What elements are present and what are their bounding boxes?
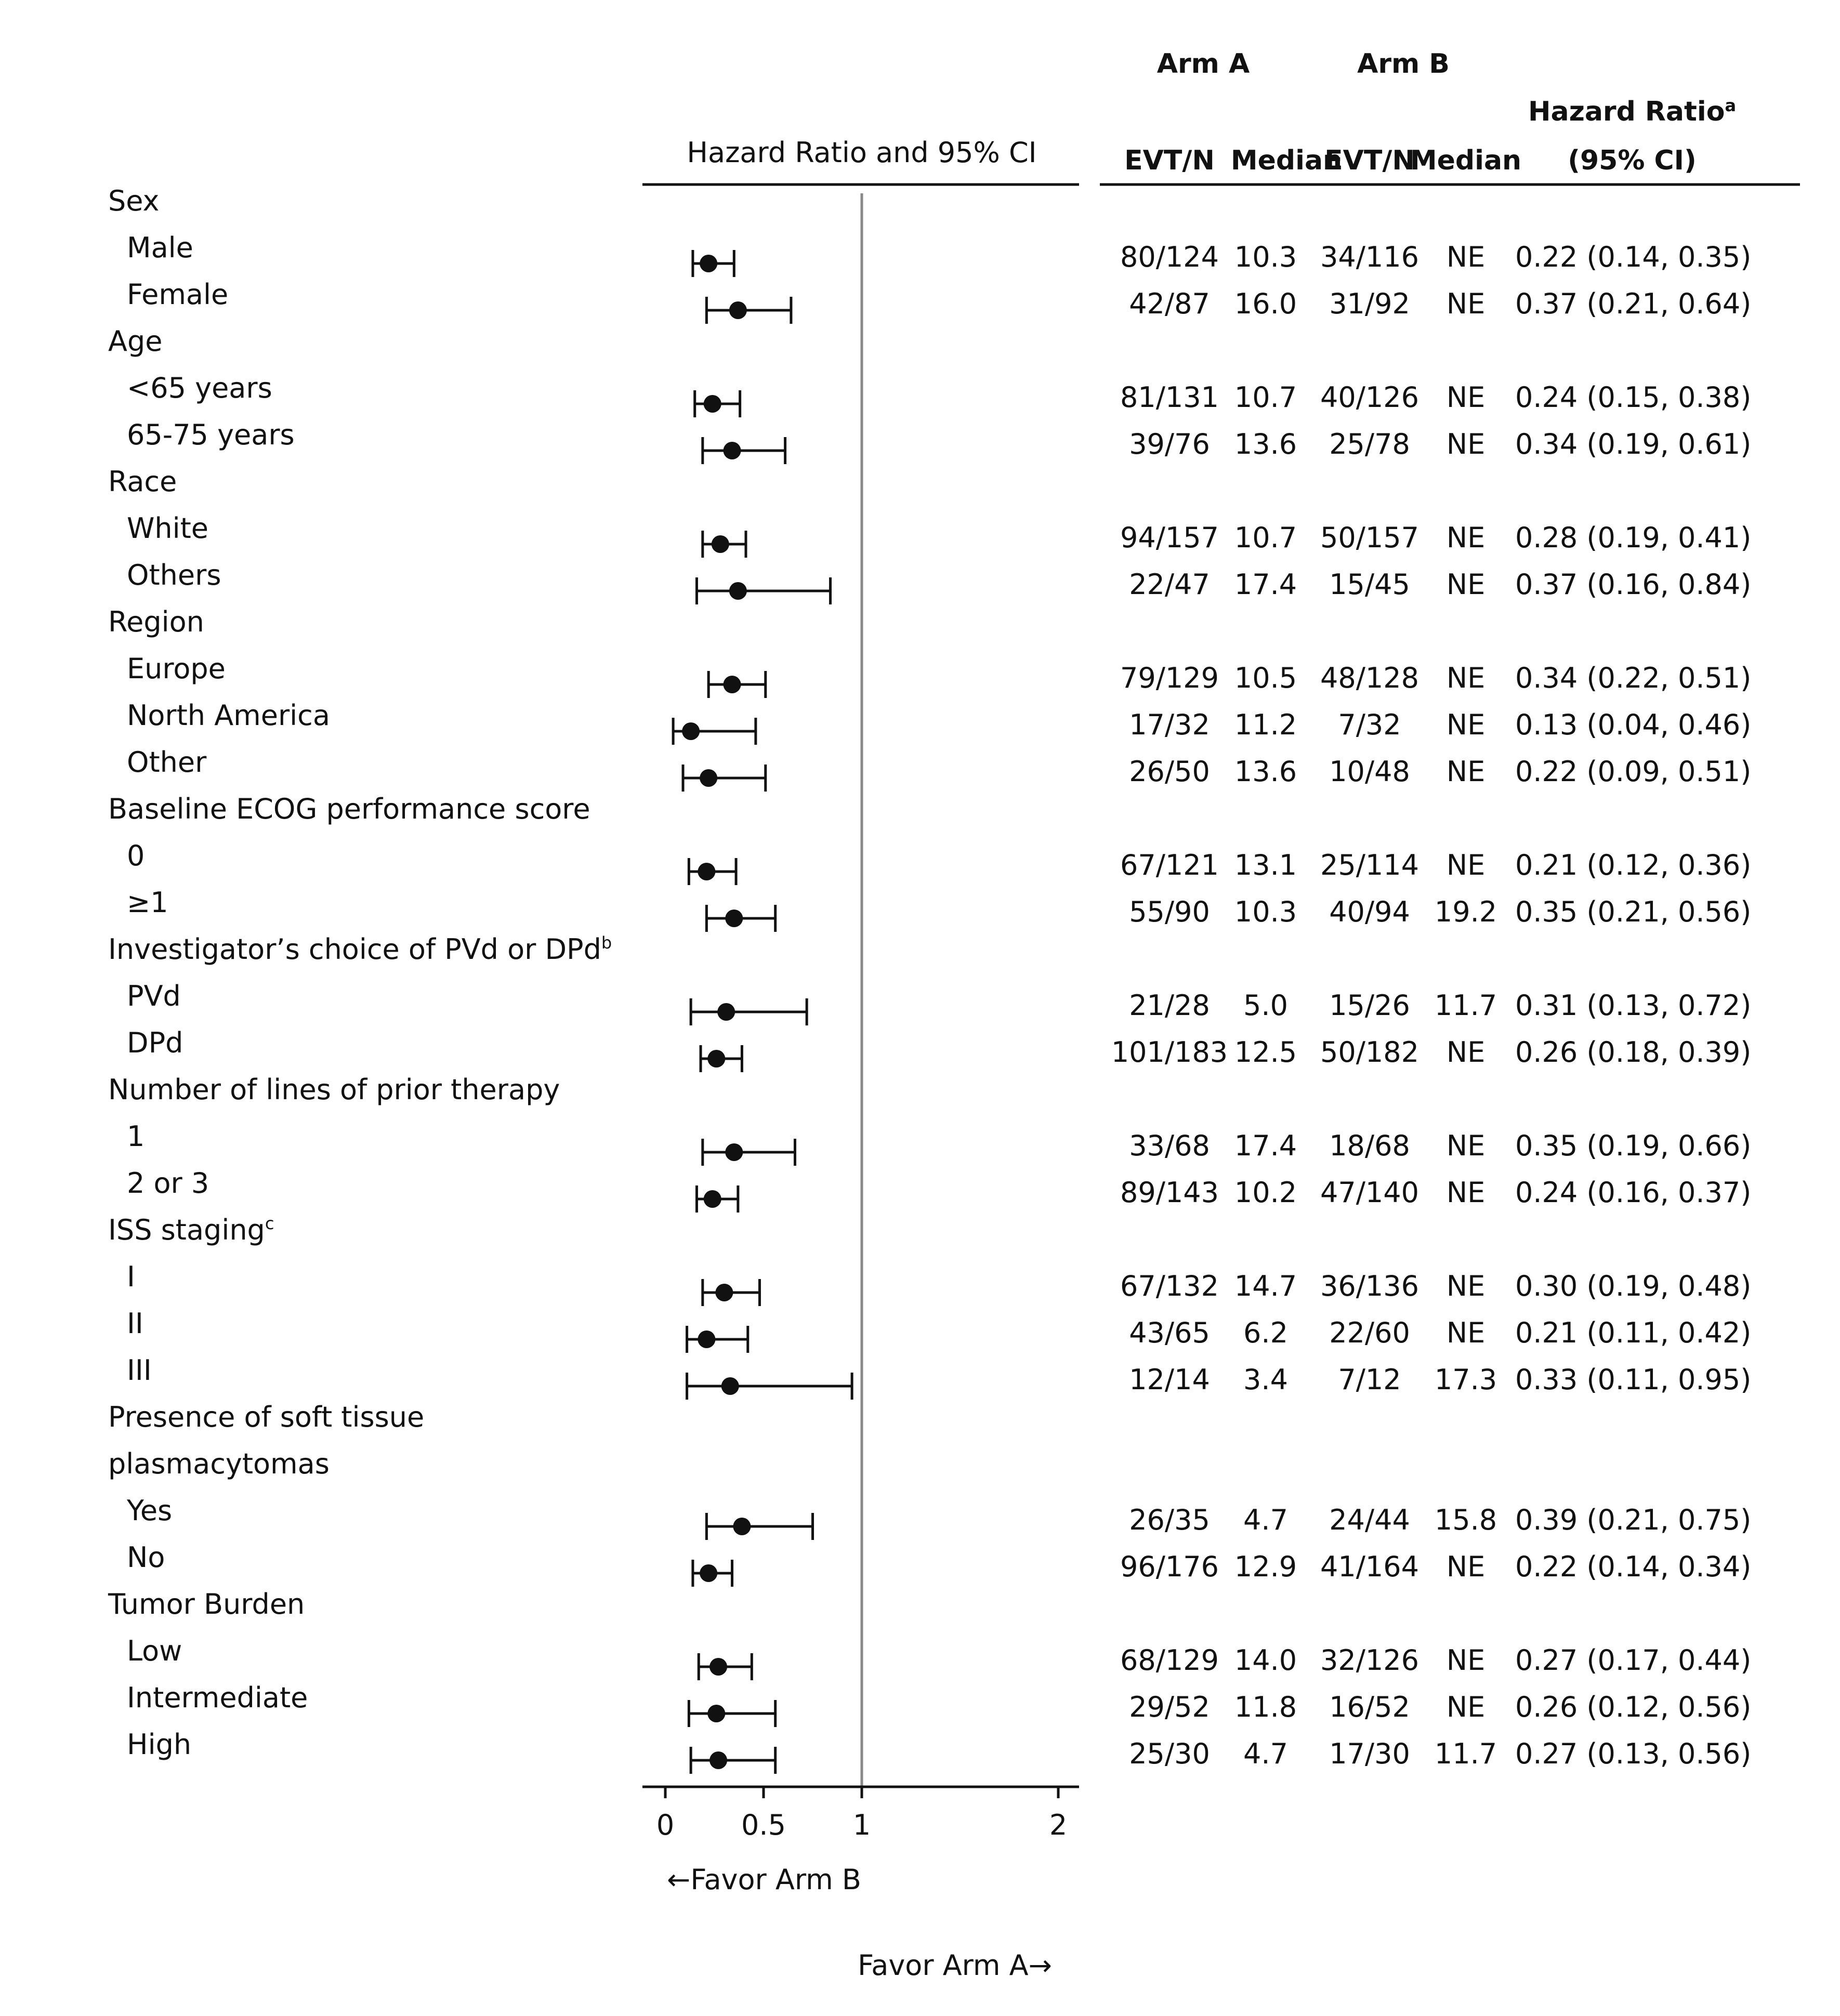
subgroup-label: Female [127, 278, 229, 311]
arm-b-median: NE [1446, 1270, 1486, 1302]
hr-point [715, 1284, 733, 1301]
hr-point [704, 395, 721, 413]
subgroup-label: III [127, 1354, 152, 1387]
group-label [108, 1447, 330, 1480]
arm-a-median: 13.6 [1234, 428, 1297, 460]
group-label-text: Region [108, 605, 204, 638]
subgroup-label: High [127, 1728, 192, 1761]
header-hr-ci: (95% CI) [1568, 145, 1697, 176]
subgroup-label: Europe [127, 652, 226, 685]
x-tick-label: 0 [656, 1809, 675, 1841]
hr-point [709, 1658, 727, 1676]
favor-arm-a-label: Favor Arm A→ [858, 1949, 1052, 1982]
arm-b-evt-n: 50/157 [1320, 521, 1419, 554]
header-evt-b: EVT/N [1324, 145, 1415, 176]
x-tick-label: 1 [852, 1809, 871, 1841]
arm-b-evt-n: 15/26 [1329, 989, 1410, 1022]
hazard-ratio-ci: 0.35 (0.21, 0.56) [1515, 895, 1752, 928]
arm-b-evt-n: 36/136 [1320, 1270, 1419, 1302]
subgroup-label: Yes [127, 1494, 173, 1527]
subgroup-label: <65 years [127, 372, 272, 404]
x-axis-ticks [656, 1787, 1067, 1841]
arm-a-evt-n: 81/131 [1120, 381, 1219, 414]
arm-b-evt-n: 40/94 [1329, 895, 1410, 928]
arm-b-median: NE [1446, 1129, 1486, 1162]
arm-b-evt-n: 24/44 [1329, 1504, 1410, 1536]
arm-b-median: NE [1446, 381, 1486, 414]
arm-b-median: NE [1446, 1644, 1486, 1677]
arm-b-evt-n: 50/182 [1320, 1036, 1419, 1069]
group-label-sup: c [265, 1214, 274, 1233]
header-plot-title: Hazard Ratio and 95% CI [687, 136, 1037, 169]
hr-point [721, 1377, 739, 1395]
arm-a-median: 4.7 [1243, 1504, 1288, 1536]
hr-point [707, 1050, 725, 1068]
arm-a-median: 11.8 [1234, 1691, 1297, 1723]
arm-a-evt-n: 25/30 [1129, 1737, 1210, 1770]
subgroup-label: 2 or 3 [127, 1167, 209, 1200]
hazard-ratio-ci: 0.24 (0.16, 0.37) [1515, 1176, 1752, 1209]
group-label-text: Investigator’s choice of PVd or DPd [108, 933, 601, 966]
group-label-text: Baseline ECOG performance score [108, 793, 590, 825]
hr-point [709, 1751, 727, 1769]
arm-a-median: 5.0 [1243, 989, 1288, 1022]
hr-point [698, 863, 715, 880]
arm-a-median: 10.3 [1234, 241, 1297, 273]
hr-point [729, 582, 747, 600]
hazard-ratio-ci: 0.37 (0.21, 0.64) [1515, 287, 1752, 320]
subgroup-label: DPd [127, 1026, 183, 1059]
subgroup-label: North America [127, 699, 330, 732]
hr-point [698, 1330, 715, 1348]
hr-point [725, 1143, 743, 1161]
arm-a-evt-n: 17/32 [1129, 708, 1210, 741]
arm-a-median: 16.0 [1234, 287, 1297, 320]
hazard-ratio-ci: 0.31 (0.13, 0.72) [1515, 989, 1752, 1022]
hazard-ratio-ci: 0.35 (0.19, 0.66) [1515, 1129, 1752, 1162]
subgroup-label: 0 [127, 839, 145, 872]
arm-a-evt-n: 43/65 [1129, 1316, 1210, 1349]
header-arm-b: Arm B [1357, 48, 1450, 80]
arm-a-evt-n: 101/183 [1111, 1036, 1228, 1069]
hazard-ratio-ci: 0.34 (0.19, 0.61) [1515, 428, 1752, 460]
hazard-ratio-ci: 0.22 (0.09, 0.51) [1515, 755, 1752, 788]
subgroup-label: Low [127, 1635, 182, 1667]
group-label [108, 465, 177, 498]
subgroup-label: 1 [127, 1120, 145, 1153]
subgroup-label: Male [127, 231, 193, 264]
group-label-text: Age [108, 325, 163, 358]
hr-point [712, 535, 729, 553]
favor-arm-b-label: ←Favor Arm B [667, 1863, 861, 1896]
hr-point [717, 1003, 735, 1021]
arm-b-evt-n: 31/92 [1329, 287, 1410, 320]
arm-a-evt-n: 12/14 [1129, 1363, 1210, 1396]
group-label-text: Tumor Burden [108, 1588, 305, 1620]
header-evt-a: EVT/N [1124, 145, 1215, 176]
arm-a-evt-n: 80/124 [1120, 241, 1219, 273]
arm-b-median: 19.2 [1434, 895, 1497, 928]
hr-point [700, 255, 717, 272]
arm-b-median: NE [1446, 1550, 1486, 1583]
arm-a-evt-n: 21/28 [1129, 989, 1210, 1022]
hazard-ratio-ci: 0.21 (0.11, 0.42) [1515, 1316, 1752, 1349]
hr-point [724, 676, 741, 693]
subgroup-label: I [127, 1260, 135, 1293]
group-label [108, 325, 162, 358]
subgroup-label: II [127, 1307, 143, 1340]
hazard-ratio-ci: 0.34 (0.22, 0.51) [1515, 662, 1752, 694]
hazard-ratio-ci: 0.26 (0.18, 0.39) [1515, 1036, 1752, 1069]
hr-point [724, 442, 741, 459]
arm-a-evt-n: 29/52 [1129, 1691, 1210, 1723]
arm-a-median: 6.2 [1243, 1316, 1288, 1349]
arm-a-evt-n: 22/47 [1129, 568, 1210, 601]
header-median-a: Median [1230, 145, 1343, 176]
arm-b-evt-n: 10/48 [1329, 755, 1410, 788]
arm-a-median: 11.2 [1234, 708, 1297, 741]
arm-a-median: 17.4 [1234, 568, 1297, 601]
arm-b-median: NE [1446, 662, 1486, 694]
arm-b-evt-n: 34/116 [1320, 241, 1419, 273]
arm-b-evt-n: 17/30 [1329, 1737, 1410, 1770]
group-label-text: Sex [108, 185, 160, 217]
arm-b-median: NE [1446, 287, 1486, 320]
group-label [108, 1401, 424, 1433]
arm-a-evt-n: 79/129 [1120, 662, 1219, 694]
arm-a-evt-n: 96/176 [1120, 1550, 1219, 1583]
arm-b-median: NE [1446, 1036, 1486, 1069]
hazard-ratio-ci: 0.39 (0.21, 0.75) [1515, 1504, 1752, 1536]
group-label [108, 1214, 274, 1246]
hazard-ratio-ci: 0.22 (0.14, 0.35) [1515, 241, 1752, 273]
subgroup-label: Intermediate [127, 1681, 308, 1714]
arm-b-evt-n: 7/12 [1338, 1363, 1401, 1396]
hazard-ratio-ci: 0.26 (0.12, 0.56) [1515, 1691, 1752, 1723]
x-tick-label: 0.5 [741, 1809, 786, 1841]
arm-a-evt-n: 67/121 [1120, 849, 1219, 881]
hr-point [682, 722, 700, 740]
group-label [108, 1073, 560, 1106]
group-label-text: Presence of soft tissue [108, 1401, 425, 1433]
arm-b-evt-n: 48/128 [1320, 662, 1419, 694]
arm-b-evt-n: 32/126 [1320, 1644, 1419, 1677]
arm-a-median: 13.1 [1234, 849, 1297, 881]
arm-b-median: NE [1446, 1691, 1486, 1723]
subgroup-label: ≥1 [127, 886, 168, 919]
header-median-b: Median [1410, 145, 1522, 176]
x-tick-label: 2 [1049, 1809, 1068, 1841]
arm-b-median: NE [1446, 849, 1486, 881]
arm-b-median: NE [1446, 708, 1486, 741]
hazard-ratio-ci: 0.27 (0.13, 0.56) [1515, 1737, 1752, 1770]
hazard-ratio-ci: 0.28 (0.19, 0.41) [1515, 521, 1752, 554]
arm-a-evt-n: 55/90 [1129, 895, 1210, 928]
arm-b-evt-n: 16/52 [1329, 1691, 1410, 1723]
arm-a-median: 4.7 [1243, 1737, 1288, 1770]
forest-rows [108, 185, 1751, 1774]
arm-b-evt-n: 22/60 [1329, 1316, 1410, 1349]
arm-b-median: 11.7 [1434, 989, 1497, 1022]
hazard-ratio-ci: 0.24 (0.15, 0.38) [1515, 381, 1752, 414]
arm-a-median: 12.9 [1234, 1550, 1297, 1583]
arm-a-median: 10.7 [1234, 521, 1297, 554]
arm-b-median: 15.8 [1434, 1504, 1497, 1536]
arm-b-evt-n: 47/140 [1320, 1176, 1419, 1209]
hr-point [725, 910, 743, 927]
arm-a-median: 14.0 [1234, 1644, 1297, 1677]
group-label [108, 1588, 305, 1620]
arm-a-evt-n: 33/68 [1129, 1129, 1210, 1162]
arm-a-evt-n: 89/143 [1120, 1176, 1219, 1209]
hr-point [704, 1190, 721, 1208]
hazard-ratio-ci: 0.22 (0.14, 0.34) [1515, 1550, 1752, 1583]
arm-a-median: 12.5 [1234, 1036, 1297, 1069]
arm-b-evt-n: 40/126 [1320, 381, 1419, 414]
hr-point [707, 1705, 725, 1722]
arm-b-median: NE [1446, 568, 1486, 601]
arm-a-evt-n: 94/157 [1120, 521, 1219, 554]
arm-a-evt-n: 39/76 [1129, 428, 1210, 460]
arm-b-median: NE [1446, 1176, 1486, 1209]
group-label [108, 605, 204, 638]
hazard-ratio-ci: 0.13 (0.04, 0.46) [1515, 708, 1752, 741]
arm-a-median: 10.3 [1234, 895, 1297, 928]
header-arm-a: Arm A [1156, 48, 1250, 80]
arm-b-median: NE [1446, 428, 1486, 460]
group-label-sup: b [601, 933, 612, 953]
arm-b-evt-n: 15/45 [1329, 568, 1410, 601]
hazard-ratio-ci: 0.27 (0.17, 0.44) [1515, 1644, 1752, 1677]
arm-b-evt-n: 25/78 [1329, 428, 1410, 460]
group-label [108, 185, 160, 217]
arm-b-median: NE [1446, 241, 1486, 273]
arm-b-median: 17.3 [1434, 1363, 1497, 1396]
arm-a-median: 17.4 [1234, 1129, 1297, 1162]
arm-a-median: 13.6 [1234, 755, 1297, 788]
arm-a-median: 3.4 [1243, 1363, 1288, 1396]
group-label [108, 933, 612, 966]
arm-a-median: 10.7 [1234, 381, 1297, 414]
hazard-ratio-ci: 0.37 (0.16, 0.84) [1515, 568, 1752, 601]
arm-b-median: NE [1446, 521, 1486, 554]
arm-b-median: NE [1446, 1316, 1486, 1349]
arm-a-median: 10.5 [1234, 662, 1297, 694]
header-hr-title-sup: a [1725, 96, 1737, 115]
arm-b-evt-n: 7/32 [1338, 708, 1401, 741]
group-label [108, 793, 590, 825]
arm-a-evt-n: 42/87 [1129, 287, 1210, 320]
subgroup-label: PVd [127, 980, 181, 1012]
subgroup-label: 65-75 years [127, 418, 295, 451]
arm-a-evt-n: 67/132 [1120, 1270, 1219, 1302]
hazard-ratio-ci: 0.21 (0.12, 0.36) [1515, 849, 1752, 881]
arm-b-median: 11.7 [1434, 1737, 1497, 1770]
arm-a-evt-n: 68/129 [1120, 1644, 1219, 1677]
subgroup-label: No [127, 1541, 165, 1574]
arm-a-median: 10.2 [1234, 1176, 1297, 1209]
group-label-text: plasmacytomas [108, 1447, 330, 1480]
hr-point [700, 1564, 717, 1582]
subgroup-label: Other [127, 746, 207, 779]
group-label-text: Number of lines of prior therapy [108, 1073, 560, 1106]
group-label-text: Race [108, 465, 177, 498]
subgroup-label: White [127, 512, 209, 545]
header-hr-title [1528, 96, 1736, 127]
hr-point [729, 301, 747, 319]
subgroup-label: Others [127, 559, 221, 591]
arm-a-evt-n: 26/35 [1129, 1504, 1210, 1536]
hr-point [733, 1518, 751, 1535]
arm-b-median: NE [1446, 755, 1486, 788]
header-hr-title-text: Hazard Ratio [1528, 96, 1725, 127]
arm-b-evt-n: 41/164 [1320, 1550, 1419, 1583]
hazard-ratio-ci: 0.30 (0.19, 0.48) [1515, 1270, 1752, 1302]
group-label-text: ISS staging [108, 1214, 265, 1246]
arm-a-evt-n: 26/50 [1129, 755, 1210, 788]
arm-b-evt-n: 18/68 [1329, 1129, 1410, 1162]
arm-a-median: 14.7 [1234, 1270, 1297, 1302]
hazard-ratio-ci: 0.33 (0.11, 0.95) [1515, 1363, 1752, 1396]
arm-b-evt-n: 25/114 [1320, 849, 1419, 881]
hr-point [700, 769, 717, 787]
